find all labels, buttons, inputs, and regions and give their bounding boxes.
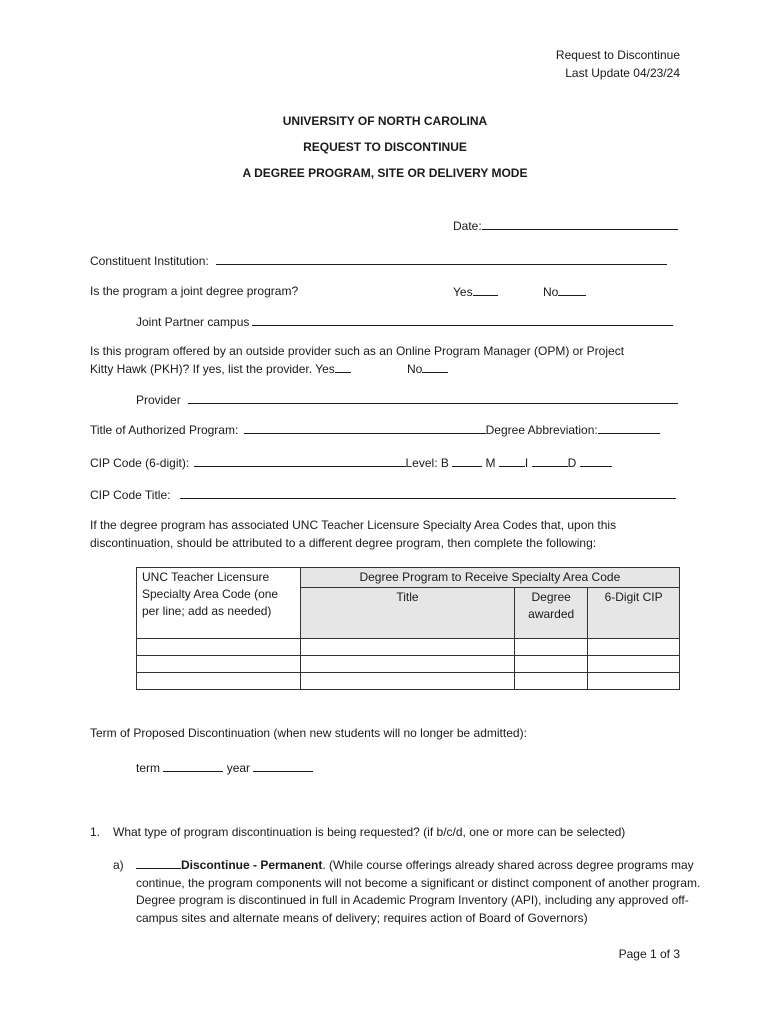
joint-partner-row	[136, 314, 673, 329]
level-m-field[interactable]	[499, 455, 525, 467]
licensure-instructions: If the degree program has associated UNC Teacher Licensure Specialty Area Codes that, upon this discontinuation, should be attributed to a different degree program, then complete the following:	[90, 518, 617, 550]
table-cell[interactable]	[137, 656, 301, 673]
date-field[interactable]	[482, 218, 678, 230]
joint-partner-field[interactable]	[252, 314, 673, 326]
option-a-letter: a)	[113, 858, 124, 872]
joint-no-field[interactable]	[558, 284, 586, 296]
program-title-row	[90, 422, 660, 437]
page-number: Page 1 of 3	[618, 947, 680, 961]
specialty-area-table	[136, 567, 680, 690]
level-b-field[interactable]	[452, 455, 482, 467]
table-cell[interactable]	[300, 656, 514, 673]
title-line-2: REQUEST TO DISCONTINUE	[303, 140, 467, 154]
year-label: year	[226, 761, 251, 775]
table-cell[interactable]	[515, 639, 588, 656]
table-cell[interactable]	[137, 639, 301, 656]
cip-code-field[interactable]	[194, 455, 406, 467]
title-line-1: UNIVERSITY OF NORTH CAROLINA	[282, 114, 488, 128]
cip-title-label: CIP Code Title:	[90, 488, 171, 502]
institution-field[interactable]	[216, 253, 667, 265]
level-d-field[interactable]	[580, 455, 612, 467]
date-row	[453, 218, 678, 233]
provider-no-field[interactable]	[422, 361, 448, 373]
table-row	[137, 673, 680, 690]
level-b-label: Level: B	[405, 456, 449, 470]
option-a-checkbox-line[interactable]	[136, 857, 181, 869]
joint-yes	[453, 284, 498, 299]
table-cell[interactable]	[515, 656, 588, 673]
joint-no	[543, 284, 586, 299]
table-cell[interactable]	[137, 673, 301, 690]
degree-abbrev-field[interactable]	[598, 422, 660, 434]
col-title-header: Title	[300, 588, 514, 639]
option-a-heading: Discontinue - Permanent	[181, 858, 323, 872]
level-i-label: I	[524, 456, 529, 470]
col-cip-header: 6-Digit CIP	[588, 588, 680, 639]
table-row	[137, 656, 680, 673]
term-row	[136, 760, 313, 775]
table-cell[interactable]	[515, 673, 588, 690]
provider-no-label: No	[407, 362, 423, 376]
provider-label: Provider	[136, 393, 181, 407]
year-field[interactable]	[253, 760, 313, 772]
joint-yes-field[interactable]	[473, 284, 498, 296]
term-label: term	[136, 761, 160, 775]
table-cell[interactable]	[588, 673, 680, 690]
provider-no	[407, 361, 448, 376]
provider-yes-field[interactable]	[335, 361, 351, 373]
table-row	[137, 639, 680, 656]
col-degree-header: Degree awarded	[515, 588, 588, 639]
joint-question: Is the program a joint degree program?	[90, 284, 299, 298]
joint-yes-label: Yes	[453, 285, 473, 299]
provider-field[interactable]	[188, 392, 678, 404]
question-1-number: 1.	[90, 825, 101, 839]
date-label: Date:	[453, 219, 482, 233]
cip-code-label: CIP Code (6-digit):	[90, 456, 190, 470]
level-m-label: M	[485, 456, 496, 470]
provider-question-line-2	[90, 361, 351, 376]
cip-title-field[interactable]	[180, 487, 676, 499]
provider-question-text: Kitty Hawk (PKH)? If yes, list the provider. Yes	[90, 362, 335, 376]
cip-level-row	[90, 455, 612, 470]
joint-partner-label: Joint Partner campus	[136, 315, 250, 329]
table-cell[interactable]	[300, 673, 514, 690]
cip-title-row	[90, 487, 676, 502]
title-line-3: A DEGREE PROGRAM, SITE OR DELIVERY MODE	[242, 166, 528, 180]
last-update: Last Update 04/23/24	[565, 66, 680, 80]
option-a-description: . (While course offerings already shared across degree programs may continue, the program components will not become a significant or distinct component of another program. Degree program is discontinued in full in Academic Program Inventory (API), including any approved off-campus sites and alternate means of delivery; requires action of Board of Governors)	[136, 858, 701, 925]
question-1-text: What type of program discontinuation is being requested? (if b/c/d, one or more can be selected)	[113, 825, 626, 839]
degree-program-group-header: Degree Program to Receive Specialty Area Code	[300, 568, 679, 588]
table-cell[interactable]	[588, 656, 680, 673]
institution-label: Constituent Institution:	[90, 254, 209, 268]
col-specialty-code-header: UNC Teacher Licensure Specialty Area Code (one per line; add as needed)	[137, 568, 301, 639]
provider-question-line-1: Is this program offered by an outside provider such as an Online Program Manager (OPM) or Project	[90, 344, 625, 358]
degree-abbrev-label: Degree Abbreviation:	[485, 423, 598, 437]
joint-no-label: No	[543, 285, 559, 299]
term-question: Term of Proposed Discontinuation (when new students will no longer be admitted):	[90, 726, 527, 740]
program-title-label: Title of Authorized Program:	[90, 423, 239, 437]
level-i-field[interactable]	[532, 455, 568, 467]
table-cell[interactable]	[588, 639, 680, 656]
option-a-block	[136, 857, 722, 927]
provider-row	[136, 392, 678, 407]
table-cell[interactable]	[300, 639, 514, 656]
program-title-field[interactable]	[244, 422, 486, 434]
term-field[interactable]	[163, 760, 223, 772]
level-d-label: D	[567, 456, 577, 470]
form-name: Request to Discontinue	[555, 48, 680, 62]
institution-row	[90, 253, 667, 268]
